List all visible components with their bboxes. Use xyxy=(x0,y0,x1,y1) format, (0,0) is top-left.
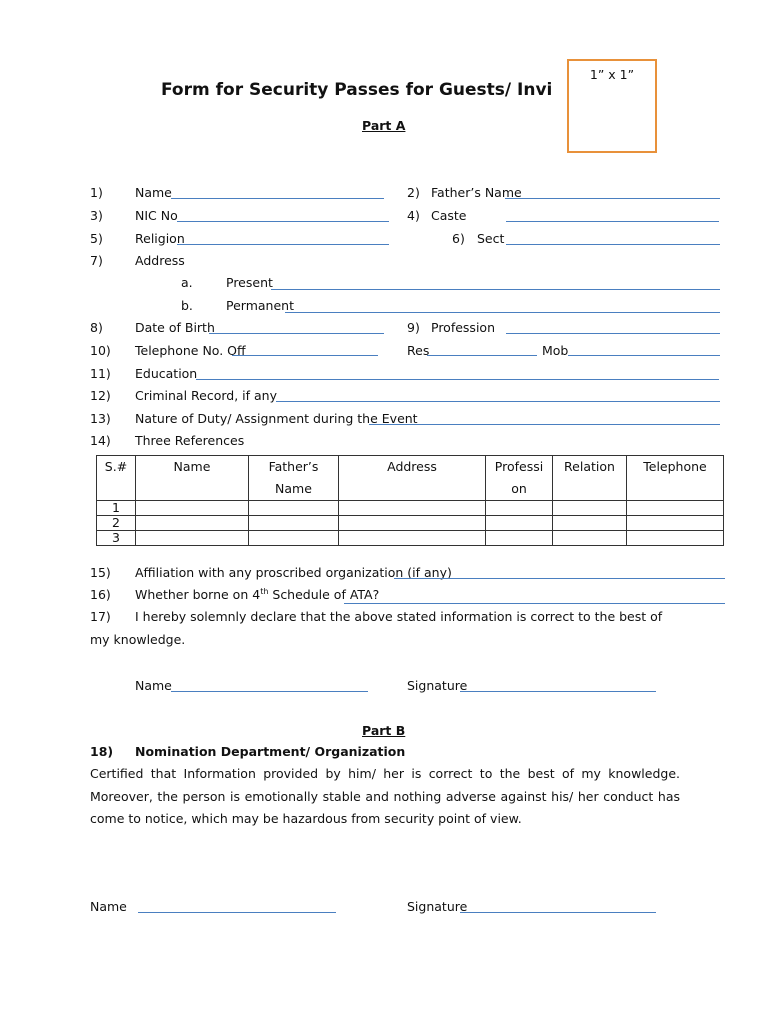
field-12-number: 12) xyxy=(90,388,111,403)
affiliation-label: Affiliation with any proscribed organization (if any) xyxy=(135,565,452,580)
criminal-record-input-line[interactable] xyxy=(276,401,720,402)
profession-input-line[interactable] xyxy=(506,333,720,334)
table-cell[interactable] xyxy=(136,501,249,516)
declaration-line-1: I hereby solemnly declare that the above stated information is correct to the best of xyxy=(135,609,663,624)
field-13-number: 13) xyxy=(90,411,111,426)
header-profession: Professi on xyxy=(486,456,553,501)
nic-label: NIC No xyxy=(135,208,178,223)
table-cell[interactable] xyxy=(136,516,249,531)
references-table xyxy=(96,455,724,546)
header-sno: S.# xyxy=(97,456,136,501)
field-18-number: 18) xyxy=(90,744,114,759)
telephone-off-input-line[interactable] xyxy=(232,355,378,356)
certifier-name-input-line[interactable] xyxy=(138,912,336,913)
form-title: Form for Security Passes for Guests/ Invi xyxy=(161,80,553,100)
table-cell[interactable] xyxy=(486,531,553,546)
telephone-res-input-line[interactable] xyxy=(427,355,537,356)
declaration-line-2: my knowledge. xyxy=(90,632,186,647)
table-row xyxy=(97,531,724,546)
caste-label: Caste xyxy=(431,208,467,223)
field-3-number: 3) xyxy=(90,208,103,223)
education-input-line[interactable] xyxy=(196,379,719,380)
declarant-signature-label: Signature xyxy=(407,678,468,693)
religion-label: Religion xyxy=(135,231,185,246)
sect-input-line[interactable] xyxy=(506,244,720,245)
present-address-input-line[interactable] xyxy=(271,289,720,290)
photo-box-label: 1” x 1” xyxy=(589,67,635,82)
caste-input-line[interactable] xyxy=(506,221,719,222)
fourth-schedule-pre: Whether borne on 4 xyxy=(135,587,261,603)
certifier-signature-label: Signature xyxy=(407,899,468,914)
field-16-number: 16) xyxy=(90,587,111,602)
declarant-name-label: Name xyxy=(135,678,172,693)
table-cell[interactable] xyxy=(249,501,339,516)
row-number: 2 xyxy=(97,516,136,531)
table-cell[interactable] xyxy=(249,531,339,546)
fathers-name-input-line[interactable] xyxy=(505,198,720,199)
field-14-number: 14) xyxy=(90,433,111,448)
certifier-signature-input-line[interactable] xyxy=(460,912,656,913)
field-8-number: 8) xyxy=(90,320,103,335)
telephone-off-label: Telephone No. Off xyxy=(135,343,246,358)
table-row xyxy=(97,516,724,531)
certification-paragraph: Certified that Information provided by him/ her is correct to the best of my knowledge. Moreover, the person is emotionally stable and nothing adverse against his/ her conduct has come to notice, which may be hazardous from security point of view. xyxy=(90,766,680,826)
field-15-number: 15) xyxy=(90,565,111,580)
table-cell[interactable] xyxy=(339,531,486,546)
address-a-letter: a. xyxy=(181,275,193,290)
nature-of-duty-input-line[interactable] xyxy=(369,424,720,425)
telephone-res-label: Res xyxy=(407,343,430,358)
table-cell[interactable] xyxy=(553,516,627,531)
nic-input-line[interactable] xyxy=(177,221,389,222)
table-cell[interactable] xyxy=(627,501,724,516)
field-4-number: 4) xyxy=(407,208,420,223)
religion-input-line[interactable] xyxy=(177,244,389,245)
field-10-number: 10) xyxy=(90,343,111,358)
table-cell[interactable] xyxy=(249,516,339,531)
table-cell[interactable] xyxy=(627,531,724,546)
declarant-name-input-line[interactable] xyxy=(171,691,368,692)
telephone-mob-label: Mob xyxy=(542,343,569,358)
fourth-schedule-input-line[interactable] xyxy=(344,603,725,604)
table-cell[interactable] xyxy=(339,516,486,531)
criminal-record-label: Criminal Record, if any xyxy=(135,388,277,403)
part-b-heading: Part B xyxy=(362,723,406,738)
fathers-name-label: Father’s Name xyxy=(431,185,522,200)
field-11-number: 11) xyxy=(90,366,111,381)
table-header-row xyxy=(97,456,724,501)
present-address-label: Present xyxy=(226,275,273,290)
three-references-label: Three References xyxy=(135,433,245,448)
table-cell[interactable] xyxy=(486,501,553,516)
profession-label: Profession xyxy=(431,320,495,335)
table-cell[interactable] xyxy=(486,516,553,531)
dob-input-line[interactable] xyxy=(209,333,384,334)
field-6-number: 6) xyxy=(452,231,465,246)
field-2-number: 2) xyxy=(407,185,420,200)
table-cell[interactable] xyxy=(339,501,486,516)
field-5-number: 5) xyxy=(90,231,103,246)
photo-box xyxy=(567,59,657,153)
affiliation-input-line[interactable] xyxy=(394,578,725,579)
table-cell[interactable] xyxy=(553,501,627,516)
header-fathers-name: Father’s Name xyxy=(249,456,339,501)
name-label: Name xyxy=(135,185,172,200)
field-9-number: 9) xyxy=(407,320,420,335)
header-relation: Relation xyxy=(553,456,627,501)
nature-of-duty-label: Nature of Duty/ Assignment during the Event xyxy=(135,411,418,426)
permanent-address-label: Permanent xyxy=(226,298,294,313)
declarant-signature-input-line[interactable] xyxy=(460,691,656,692)
header-name: Name xyxy=(136,456,249,501)
table-cell[interactable] xyxy=(553,531,627,546)
header-address: Address xyxy=(339,456,486,501)
fourth-schedule-sup: th xyxy=(260,587,269,596)
field-17-number: 17) xyxy=(90,609,111,624)
telephone-mob-input-line[interactable] xyxy=(568,355,720,356)
nomination-department-label: Nomination Department/ Organization xyxy=(135,744,406,759)
field-1-number: 1) xyxy=(90,185,103,200)
permanent-address-input-line[interactable] xyxy=(285,312,720,313)
fourth-schedule-post: Schedule of ATA? xyxy=(268,587,380,603)
address-b-letter: b. xyxy=(181,298,193,313)
header-telephone: Telephone xyxy=(627,456,724,501)
table-cell[interactable] xyxy=(627,516,724,531)
row-number: 1 xyxy=(97,501,136,516)
certifier-name-label: Name xyxy=(90,899,127,914)
sect-label: Sect xyxy=(477,231,505,246)
row-number: 3 xyxy=(97,531,136,546)
table-row xyxy=(97,501,724,516)
fourth-schedule-label xyxy=(135,587,379,602)
dob-label: Date of Birth xyxy=(135,320,215,335)
field-7-number: 7) xyxy=(90,253,103,268)
education-label: Education xyxy=(135,366,198,381)
part-a-heading: Part A xyxy=(362,118,406,133)
address-label: Address xyxy=(135,253,185,268)
table-cell[interactable] xyxy=(136,531,249,546)
name-input-line[interactable] xyxy=(171,198,384,199)
